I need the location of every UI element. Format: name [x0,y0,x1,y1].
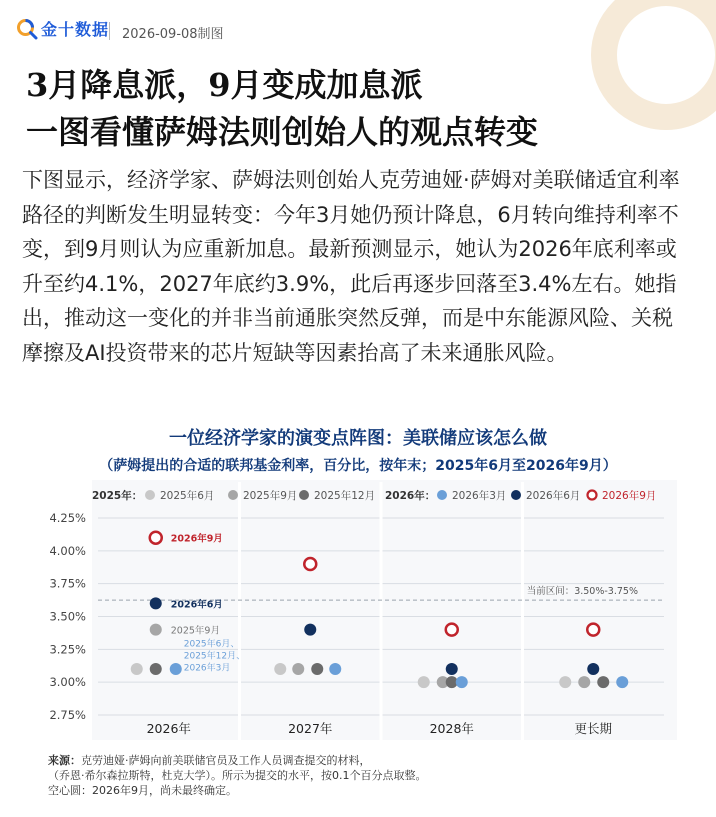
legend-item-4: 2026年6月 [526,490,581,502]
annotation-jun2026: 2026年6月 [170,599,223,611]
dot-2025年9月-2027年 [292,663,304,675]
legend-group-label-0: 2025年： [92,490,143,502]
legend-item-0: 2025年6月 [160,490,215,502]
dot-2025年6月-更长期 [559,676,571,688]
dot-2025年6月-2027年 [274,663,286,675]
search-logo-icon [16,18,38,40]
chart-title: 一位经济学家的演变点阵图：美联储应该怎么做 [169,428,547,449]
y-tick-label-0: 2.75% [49,708,86,722]
legend-swatch-0 [145,490,155,500]
x-tick-label-1: 2027年 [288,721,333,736]
publish-date: 2026-09-08制图 [122,27,224,42]
y-tick-label-3: 3.50% [49,609,86,624]
dot-2026年9月-2026年 [150,532,162,544]
hollow-note: 空心圆：2026年9月，尚未最终确定。 [48,784,237,797]
x-tick-label-0: 2026年 [146,721,191,736]
annotation-group-2: 2025年12月、 [183,651,246,662]
dot-2026年3月-2028年 [456,676,468,688]
legend-swatch-4 [511,490,521,500]
dot-plot-chart [0,480,716,750]
x-tick-label-2: 2028年 [429,721,474,736]
annotation-sep2025: 2025年9月 [170,625,220,637]
legend-swatch-3 [437,490,447,500]
chart-subtitle: （萨姆提出的合适的联邦基金利率，百分比，按年末；2025年6月至2026年9月） [99,458,617,474]
legend-swatch-2 [299,490,309,500]
dot-2026年6月-2028年 [446,663,458,675]
legend-swatch-5 [588,491,597,500]
header-divider [109,22,110,40]
legend-item-2: 2025年12月 [314,490,376,502]
y-tick-label-4: 3.75% [49,576,86,591]
legend-item-5: 2026年9月 [602,490,657,502]
y-tick-label-5: 4.00% [49,543,86,558]
brand-logo [16,17,109,40]
logo-text: 金十数据 [41,20,110,39]
source-label: 来源： [48,754,81,767]
current-range-label: 当前区间：3.50%-3.75% [526,586,638,598]
dot-2025年12月-2027年 [311,663,323,675]
dot-2026年9月-2027年 [304,558,316,570]
dot-2026年6月-2026年 [150,597,162,609]
dot-2026年9月-2028年 [446,624,458,636]
chart-notes [48,753,427,798]
dot-2026年6月-更长期 [587,663,599,675]
dot-2025年9月-2026年 [150,624,162,636]
source-line-2: （乔恩·希尔森拉斯特，杜克大学）。所示为提交的水平，按0.1个百分点取整。 [48,769,427,782]
source-line-1: 克劳迪娅·萨姆向前美联储官员及工作人员调查提交的材料， [81,754,371,767]
annotation-group-3: 2026年3月 [183,663,231,674]
dot-2025年6月-2026年 [131,663,143,675]
legend-swatch-1 [228,490,238,500]
dot-2026年9月-更长期 [587,624,599,636]
y-tick-label-6: 4.25% [49,511,86,525]
dot-2026年3月-2027年 [329,663,341,675]
y-tick-label-1: 3.00% [49,675,86,690]
annotation-sep2026: 2026年9月 [170,533,223,545]
dot-2026年6月-2027年 [304,624,316,636]
legend-item-3: 2026年3月 [452,490,507,502]
headline-line-2: 一图看懂萨姆法则创始人的观点转变 [26,113,539,151]
lede-paragraph: 下图显示，经济学家、萨姆法则创始人克劳迪娅·萨姆对美联储适宜利率路径的判断发生明显转变：今年3月她仍预计降息，6月转向维持利率不变，到9月则认为应重新加息。最新预测显示，她认为2026年底利率或升至约4.1%，2027年底约3.9%，此后再逐步回落至3.4%左右。她指出，推动这一变化的并非当前通胀突然反弹，而是中东能源风险、关税摩擦及AI投资带来的芯片短缺等因素抬高了未来通胀风险。 [22,168,680,365]
y-tick-label-2: 3.25% [49,642,86,657]
x-tick-label-3: 更长期 [574,721,613,736]
legend-item-1: 2025年9月 [243,490,298,502]
headline-line-1: 3月降息派，9月变成加息派 [26,66,423,104]
legend-group-label-1: 2026年： [385,490,436,502]
dot-2025年6月-2028年 [418,676,430,688]
annotation-group-1: 2025年6月、 [183,639,240,650]
dot-2026年3月-更长期 [616,676,628,688]
dot-2025年12月-2026年 [150,663,162,675]
dot-2026年3月-2026年 [170,663,182,675]
dot-2025年12月-更长期 [597,676,609,688]
headline [26,62,686,156]
dot-2025年9月-更长期 [578,676,590,688]
